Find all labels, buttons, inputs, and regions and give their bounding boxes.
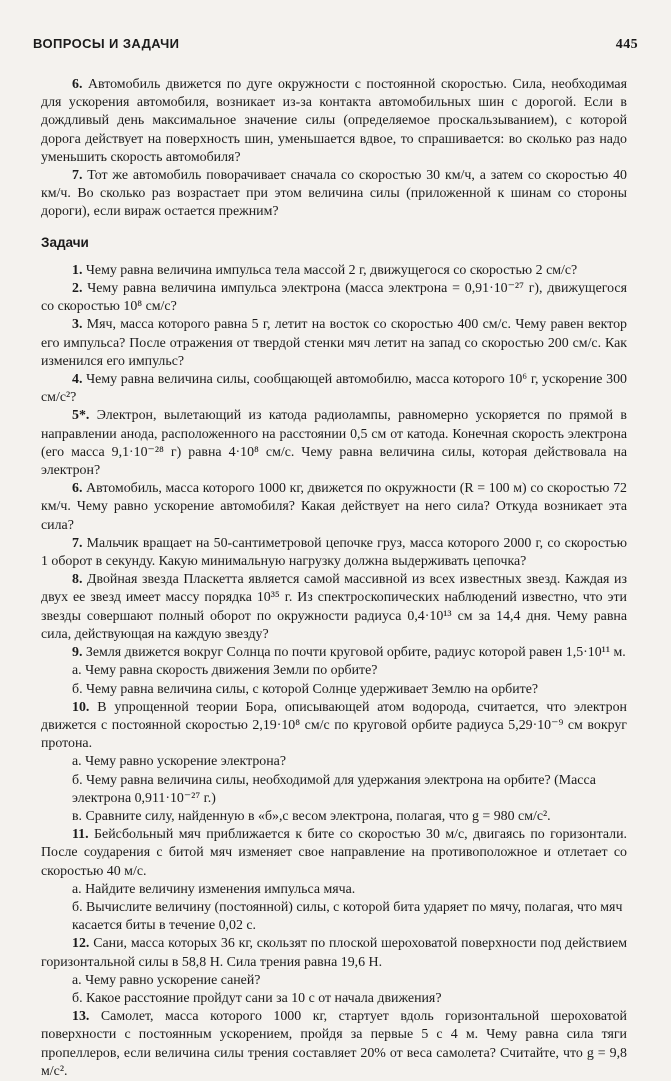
problem-number: 13.	[72, 1009, 90, 1025]
question	[41, 76, 627, 167]
problem-text: Бейсбольный мяч приближается к бите со скоростью 30 м/с, двигаясь по горизонтали. После соударения с битой мяч изменяет свое направление на противоположное и отлетает со скоростью 40 м/с.	[41, 827, 627, 879]
problem	[41, 407, 627, 480]
problem-subpart: б. Чему равна величина силы, необходимой для удержания электрона на орбите? (Масса электрона 0,911·10⁻²⁷ г.)	[72, 772, 596, 806]
problem-number: 6.	[72, 481, 83, 497]
problem-subpart: б. Чему равна величина силы, с которой Солнце удерживает Землю на орбите?	[72, 681, 539, 697]
problem-number: 2.	[72, 281, 83, 297]
question-text: Тот же автомобиль поворачивает сначала со скоростью 30 км/ч, а затем со скоростью 40 км/ч. Во сколько раз возрастает при этом величина силы (приложенной к шинам со стороны дороги), если вираж остается прежним?	[41, 168, 627, 220]
chapter-title: ВОПРОСЫ И ЗАДАЧИ	[33, 36, 180, 51]
problem-text: Мяч, масса которого равна 5 г, летит на восток со скоростью 400 см/с. Чему равен вектор его импульса? После отражения от твердой стенки мяч летит на запад со скоростью 200 см/с. Как изменился его импульс?	[41, 317, 627, 369]
problem	[41, 571, 627, 644]
running-head	[33, 36, 638, 53]
problem	[41, 371, 627, 407]
problem-number: 12.	[72, 936, 90, 952]
problem-text: Сани, масса которых 36 кг, скользят по плоской шероховатой поверхности под действием горизонтальной силы в 58,8 Н. Сила трения равна 19,6 Н.	[41, 936, 627, 970]
problem	[41, 1008, 627, 1081]
problem-text: Чему равна величина импульса тела массой 2 г, движущегося со скоростью 2 см/с?	[85, 262, 578, 278]
question	[41, 167, 627, 222]
problem-number: 7.	[72, 535, 83, 551]
problem-number: 4.	[72, 372, 83, 388]
problem-text: Автомобиль, масса которого 1000 кг, движется по окружности (R = 100 м) со скоростью 72 км/ч. Чему равно ускорение автомобиля? Какая действует на него сила? Откуда возникает эта сила?	[41, 481, 627, 533]
section-heading: Задачи	[41, 234, 89, 250]
problem	[41, 644, 627, 662]
problem-subpart: а. Чему равно ускорение саней?	[72, 972, 261, 988]
problem-text: Самолет, масса которого 1000 кг, стартует вдоль горизонтальной шероховатой поверхности с постоянным ускорением, пройдя за первые 5 с 4 м. Чему равна сила тяги пропеллеров, если величина силы трения составляет 20% от веса самолета? Считайте, что g = 9,8 м/с².	[41, 1009, 627, 1079]
problem-number: 11.	[72, 827, 89, 843]
problem-text: Мальчик вращает на 50-сантиметровой цепочке груз, масса которого 2000 г, со скоростью 1 оборот в секунду. Какую минимальную нагрузку должна выдерживать цепочка?	[41, 535, 627, 570]
problem-number: 5*.	[72, 408, 90, 424]
problem-text: Чему равна величина импульса электрона (масса электрона = 0,91·10⁻²⁷ г), движущегося со скоростью 10⁸ см/с?	[41, 281, 627, 315]
problem-subpart: а. Чему равно ускорение электрона?	[72, 754, 287, 770]
problem	[41, 535, 627, 571]
problem-text: Земля движется вокруг Солнца по почти круговой орбите, радиус которой равен 1,5·10¹¹ м.	[85, 645, 626, 661]
page-body	[41, 76, 627, 1081]
problem-subpart: б. Какое расстояние пройдут сани за 10 с от начала движения?	[72, 990, 442, 1006]
problem-subpart: а. Найдите величину изменения импульса мяча.	[72, 881, 356, 897]
question-number: 7.	[72, 168, 83, 184]
problem	[41, 826, 627, 881]
problem-subpart: в. Сравните силу, найденную в «б»,с весом электрона, полагая, что g = 980 см/с².	[72, 808, 551, 824]
problem	[41, 280, 627, 316]
problem-text: В упрощенной теории Бора, описывающей атом водорода, считается, что электрон движется с постоянной скоростью 2,19·10⁸ см/с по круговой орбите радиуса 5,29·10⁻⁹ см вокруг протона.	[41, 699, 627, 752]
problem-number: 9.	[72, 645, 83, 661]
problem	[41, 699, 627, 754]
question-text: Автомобиль движется по дуге окружности с постоянной скоростью. Сила, необходимая для ускорения автомобиля, возникает из-за контакта автомобильных шин с дорогой. Если в дождливый день максимальное значение силы (определяемое проскальзыванием), с которой дорога действует на поверхность шин, уменьшается вдвое, то спрашивается: во сколько раз надо уменьшить скорость автомобиля?	[41, 77, 627, 165]
problem-subpart: а. Чему равна скорость движения Земли по орбите?	[72, 663, 378, 679]
page-number: 445	[615, 37, 638, 52]
problem-text: Чему равна величина силы, сообщающей автомобилю, масса которого 10⁶ г, ускорение 300 см/с²?	[41, 372, 627, 406]
problem-number: 10.	[72, 699, 90, 715]
questions-section	[41, 76, 627, 222]
question-number: 6.	[72, 77, 83, 92]
problem	[41, 480, 627, 535]
problem-text: Электрон, вылетающий из катода радиолампы, равномерно ускоряется по прямой в направлении анода, расположенного на расстоянии 0,5 см от катода. Конечная скорость электрона (его масса 9,1·10⁻²⁸ г) равна 4·10⁸ см/с. Чему равна величина силы, которая действовала на электрон?	[41, 408, 627, 479]
problem-number: 3.	[72, 317, 83, 333]
problem	[41, 316, 627, 371]
problem-number: 8.	[72, 572, 83, 588]
problem-number: 1.	[72, 262, 83, 278]
problem-subpart: б. Вычислите величину (постоянной) силы, с которой бита ударяет по мячу, полагая, что мяч касается биты в течение 0,02 с.	[72, 899, 623, 934]
problems-section	[41, 262, 627, 1081]
problem	[41, 935, 627, 971]
problem	[41, 262, 627, 280]
problem-text: Двойная звезда Пласкетта является самой массивной из всех известных звезд. Каждая из двух ее звезд имеет массу порядка 10³⁵ г. Из спектроскопических наблюдений известно, что эти звезды совершают полный оборот по окружности радиуса 0,4·10¹³ см за 14,4 дня. Чему равна сила, действующая на каждую звезду?	[41, 572, 627, 642]
